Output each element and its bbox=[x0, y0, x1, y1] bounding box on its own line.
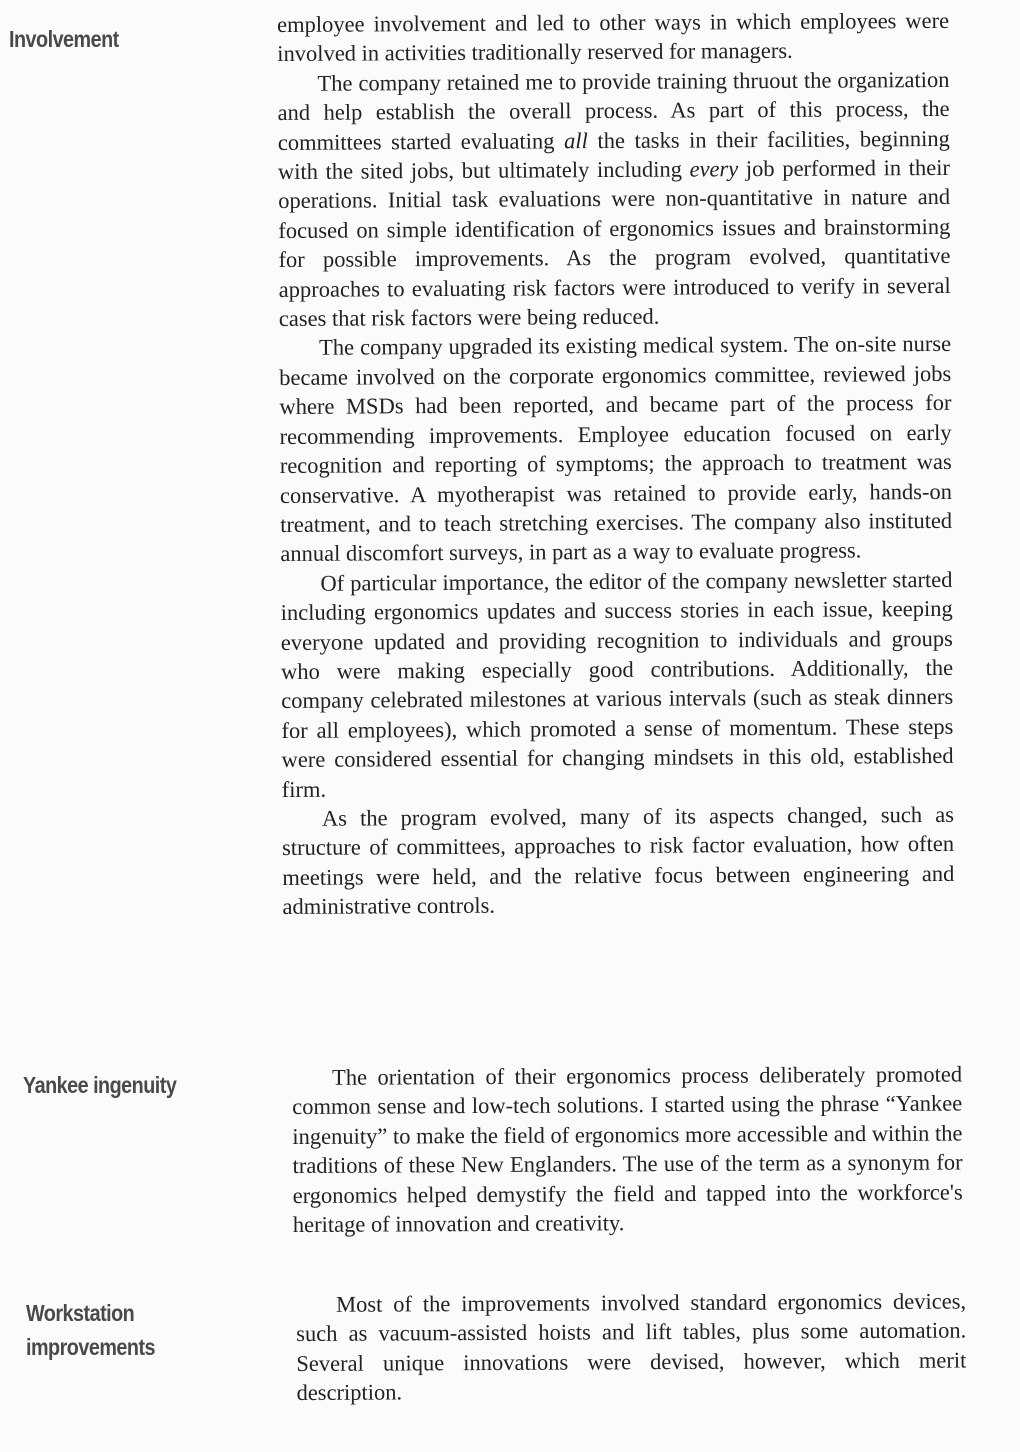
body-text-workstation-improvements bbox=[296, 1286, 967, 1407]
paragraph bbox=[277, 65, 951, 334]
side-heading-involvement: Involvement bbox=[9, 26, 119, 52]
side-heading-yankee-ingenuity: Yankee ingenuity bbox=[23, 1072, 177, 1098]
paragraph: The orientation of their ergonomics process deliberately promoted common sense and low-tech solutions. I started using the phrase “Yankee ingenuity” to make the field of ergonomics more accessible and within the traditions of these New Englanders. The use of the term as a synonym for ergonomics helped demystify the field and tapped into the workforce's heritage of innovation and creativity. bbox=[292, 1061, 963, 1238]
text-run: the tasks in their facilities, beginning with the sited jobs, but ultimately including bbox=[277, 125, 950, 185]
body-text-yankee-ingenuity bbox=[292, 1059, 963, 1239]
paragraph: Most of the improvements involved standard ergonomics devices, such as vacuum-assisted hoists and lift tables, plus some automation. Several unique innovations were devised, however, which merit description. bbox=[296, 1288, 967, 1406]
heading-line: Workstation bbox=[26, 1300, 135, 1326]
paragraph: employee involvement and led to other ways in which employees were involved in activities traditionally reserved for managers. bbox=[277, 7, 950, 67]
body-text-involvement bbox=[277, 6, 955, 922]
paragraph: As the program evolved, many of its aspects changed, such as structure of committees, approaches to risk factor evaluation, how often meetings were held, and the relative focus between engineering and administrative controls. bbox=[282, 801, 955, 920]
paragraph: Of particular importance, the editor of the company newsletter started including ergonomics updates and success stories in each issue, keeping everyone updated and providing recognition to individuals and groups who were making especially good contributions. Additionally, the company celebrated milestones at various intervals (such as steak dinners for all employees), which promoted a sense of momentum. These steps were considered essential for changing mindsets in this old, established firm. bbox=[280, 566, 954, 802]
paragraph: The company upgraded its existing medical system. The on-site nurse became involved on the corporate ergonomics committee, reviewed jobs where MSDs had been reported, and became part of the process for recommending improvements. Employee education focused on early recognition and reporting of symptoms; the approach to treatment was conservative. A myotherapist was retained to provide early, hands-on treatment, and to teach stretching exercises. The company also instituted annual discomfort surveys, in part as a way to evaluate progress. bbox=[279, 331, 953, 567]
text-run: The company retained me to provide training thruout the organization and help establish the overall process. As part of this process, the committees started evaluating bbox=[277, 66, 950, 155]
text-run: job performed in their operations. Initial task evaluations were non-quantitative in nature and focused on simple identification of ergonomics issues and brainstorming for possible improvements. As the program evolved, quantitative approaches to evaluating risk factors were introduced to verify in several cases that risk factors were being reduced. bbox=[278, 154, 951, 332]
side-heading-workstation-improvements bbox=[26, 1296, 155, 1364]
heading-line: improvements bbox=[26, 1334, 156, 1360]
emphasis-all: all bbox=[563, 127, 588, 153]
emphasis-every: every bbox=[689, 156, 739, 182]
